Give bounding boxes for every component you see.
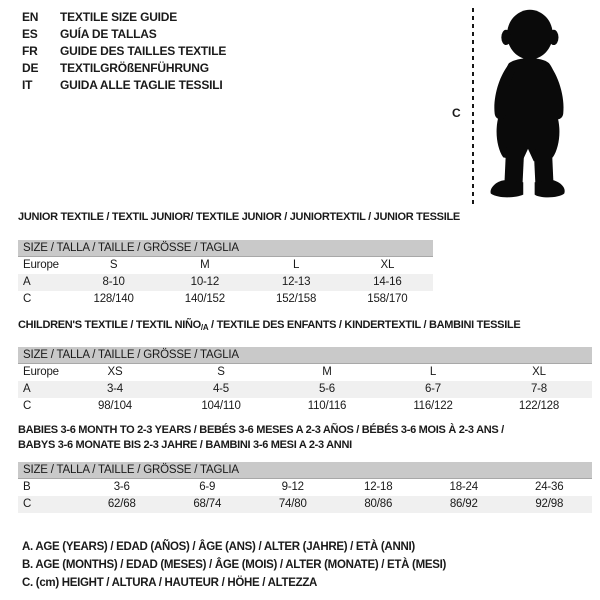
cell-value: 116/122 <box>413 400 453 412</box>
language-row <box>22 26 226 43</box>
table-row <box>18 364 592 381</box>
size-header-bar <box>18 240 433 257</box>
footnote-line: A. AGE (YEARS) / EDAD (AÑOS) / ÂGE (ANS) / ALTER (JAHRE) / ETÀ (ANNI) <box>22 541 415 553</box>
row-label: A <box>23 276 31 288</box>
size-header-text: SIZE / TALLA / TAILLE / GRÖSSE / TAGLIA <box>23 464 239 476</box>
size-header-bar <box>18 347 592 364</box>
row-label: Europe <box>23 259 59 271</box>
table-title-text: JUNIOR TEXTILE / TEXTIL JUNIOR/ TEXTILE JUNIOR / JUNIORTEXTIL / JUNIOR TESSILE <box>18 211 460 223</box>
cell-value: 92/98 <box>535 498 564 510</box>
row-label: B <box>23 481 31 493</box>
height-measure-label: C <box>452 106 461 120</box>
cell-value: M <box>200 259 210 271</box>
table-row <box>18 291 433 308</box>
language-code: ES <box>22 27 38 41</box>
cell-value: 98/104 <box>98 400 132 412</box>
table-row <box>18 398 592 415</box>
table-rows <box>18 257 433 308</box>
table-title-text: BABIES 3-6 MONTH TO 2-3 YEARS / BEBÉS 3-6 MESES A 2-3 AÑOS / BÉBÉS 3-6 MOIS À 2-3 ANS / <box>18 424 504 436</box>
childrens-textile-table <box>18 318 592 415</box>
size-header-bar <box>18 462 592 479</box>
size-header-text: SIZE / TALLA / TAILLE / GRÖSSE / TAGLIA <box>23 242 239 254</box>
table-title-text: / TEXTILE DES ENFANTS / KINDERTEXTIL / BAMBINI TESSILE <box>208 319 521 331</box>
cell-value: 152/158 <box>276 293 317 305</box>
cell-value: 3-4 <box>106 383 124 395</box>
table-title <box>18 210 460 225</box>
cell-value: M <box>322 366 332 378</box>
footnote-line: B. AGE (MONTHS) / EDAD (MESES) / ÂGE (MOIS) / ALTER (MONATE) / ETÀ (MESI) <box>22 559 447 571</box>
cell-value: S <box>109 259 118 271</box>
language-list <box>22 9 226 94</box>
language-title: TEXTILGRÖßENFÜHRUNG <box>60 61 209 75</box>
cell-value: 122/128 <box>518 400 560 412</box>
row-label: C <box>23 400 32 412</box>
language-row <box>22 43 226 60</box>
cell-value: 3-6 <box>113 481 130 493</box>
cell-value: 110/116 <box>307 400 347 412</box>
cell-value: L <box>429 366 437 378</box>
cell-value: XL <box>380 259 395 271</box>
cell-value: L <box>293 259 300 271</box>
table-rows <box>18 479 592 513</box>
baby-silhouette-icon <box>480 6 576 206</box>
cell-value: 12-13 <box>281 276 311 288</box>
table-title-text: BABYS 3-6 MONATE BIS 2-3 JAHRE / BAMBINI 3-6 MESI A 2-3 ANNI <box>18 439 352 451</box>
cell-value: 8-10 <box>102 276 125 288</box>
table-title-text: /A <box>200 323 209 332</box>
junior-textile-table <box>18 210 460 308</box>
table-title-line <box>18 318 592 335</box>
cell-value: S <box>217 366 225 378</box>
table-row <box>18 257 433 274</box>
language-row <box>22 77 226 94</box>
cell-value: 86/92 <box>449 498 478 510</box>
language-title: GUIDE DES TAILLES TEXTILE <box>60 44 227 58</box>
cell-value: 104/110 <box>201 400 241 412</box>
cell-value: 6-7 <box>424 383 442 395</box>
size-header-text: SIZE / TALLA / TAILLE / GRÖSSE / TAGLIA <box>23 349 239 361</box>
row-label: C <box>23 498 32 510</box>
cell-value: 80/86 <box>364 498 393 510</box>
language-title: GUIDA ALLE TAGLIE TESSILI <box>60 78 223 92</box>
language-row <box>22 9 226 26</box>
cell-value: 128/140 <box>93 293 134 305</box>
language-row <box>22 60 226 77</box>
table-title-line <box>18 210 460 225</box>
cell-value: 158/170 <box>367 293 408 305</box>
table-row <box>18 381 592 398</box>
cell-value: 62/68 <box>107 498 136 510</box>
cell-value: XL <box>532 366 546 378</box>
cell-value: XS <box>107 366 123 378</box>
cell-value: 18-24 <box>449 481 478 493</box>
table-title <box>18 318 592 335</box>
cell-value: 24-36 <box>535 481 564 493</box>
language-code: EN <box>22 10 39 24</box>
language-title: TEXTILE SIZE GUIDE <box>60 10 178 24</box>
cell-value: 4-5 <box>212 383 230 395</box>
cell-value: 140/152 <box>184 293 225 305</box>
table-row <box>18 274 433 291</box>
footnote-line: C. (cm) HEIGHT / ALTURA / HAUTEUR / HÖHE / ALTEZZA <box>22 577 318 589</box>
footnote-list <box>22 538 446 592</box>
cell-value: 5-6 <box>318 383 336 395</box>
height-measure-dashed-line <box>472 8 474 206</box>
babies-textile-table <box>18 423 592 513</box>
table-rows <box>18 364 592 415</box>
cell-value: 12-18 <box>364 481 393 493</box>
cell-value: 9-12 <box>281 481 304 493</box>
table-row <box>18 496 592 513</box>
row-label: Europe <box>23 366 59 378</box>
row-label: C <box>23 293 32 305</box>
language-code: FR <box>22 44 38 58</box>
table-title-line <box>18 438 592 453</box>
table-row <box>18 479 592 496</box>
language-title: GUÍA DE TALLAS <box>60 27 157 41</box>
cell-value: 74/80 <box>278 498 307 510</box>
cell-value: 14-16 <box>373 276 402 288</box>
cell-value: 7-8 <box>530 383 548 395</box>
table-title-line <box>18 423 592 438</box>
table-title-text: CHILDREN'S TEXTILE / TEXTIL NIÑO <box>18 319 201 331</box>
table-title <box>18 423 592 453</box>
language-code: DE <box>22 61 39 75</box>
language-code: IT <box>22 78 33 92</box>
cell-value: 10-12 <box>190 276 220 288</box>
cell-value: 68/74 <box>193 498 222 510</box>
row-label: A <box>23 383 31 395</box>
cell-value: 6-9 <box>199 481 216 493</box>
